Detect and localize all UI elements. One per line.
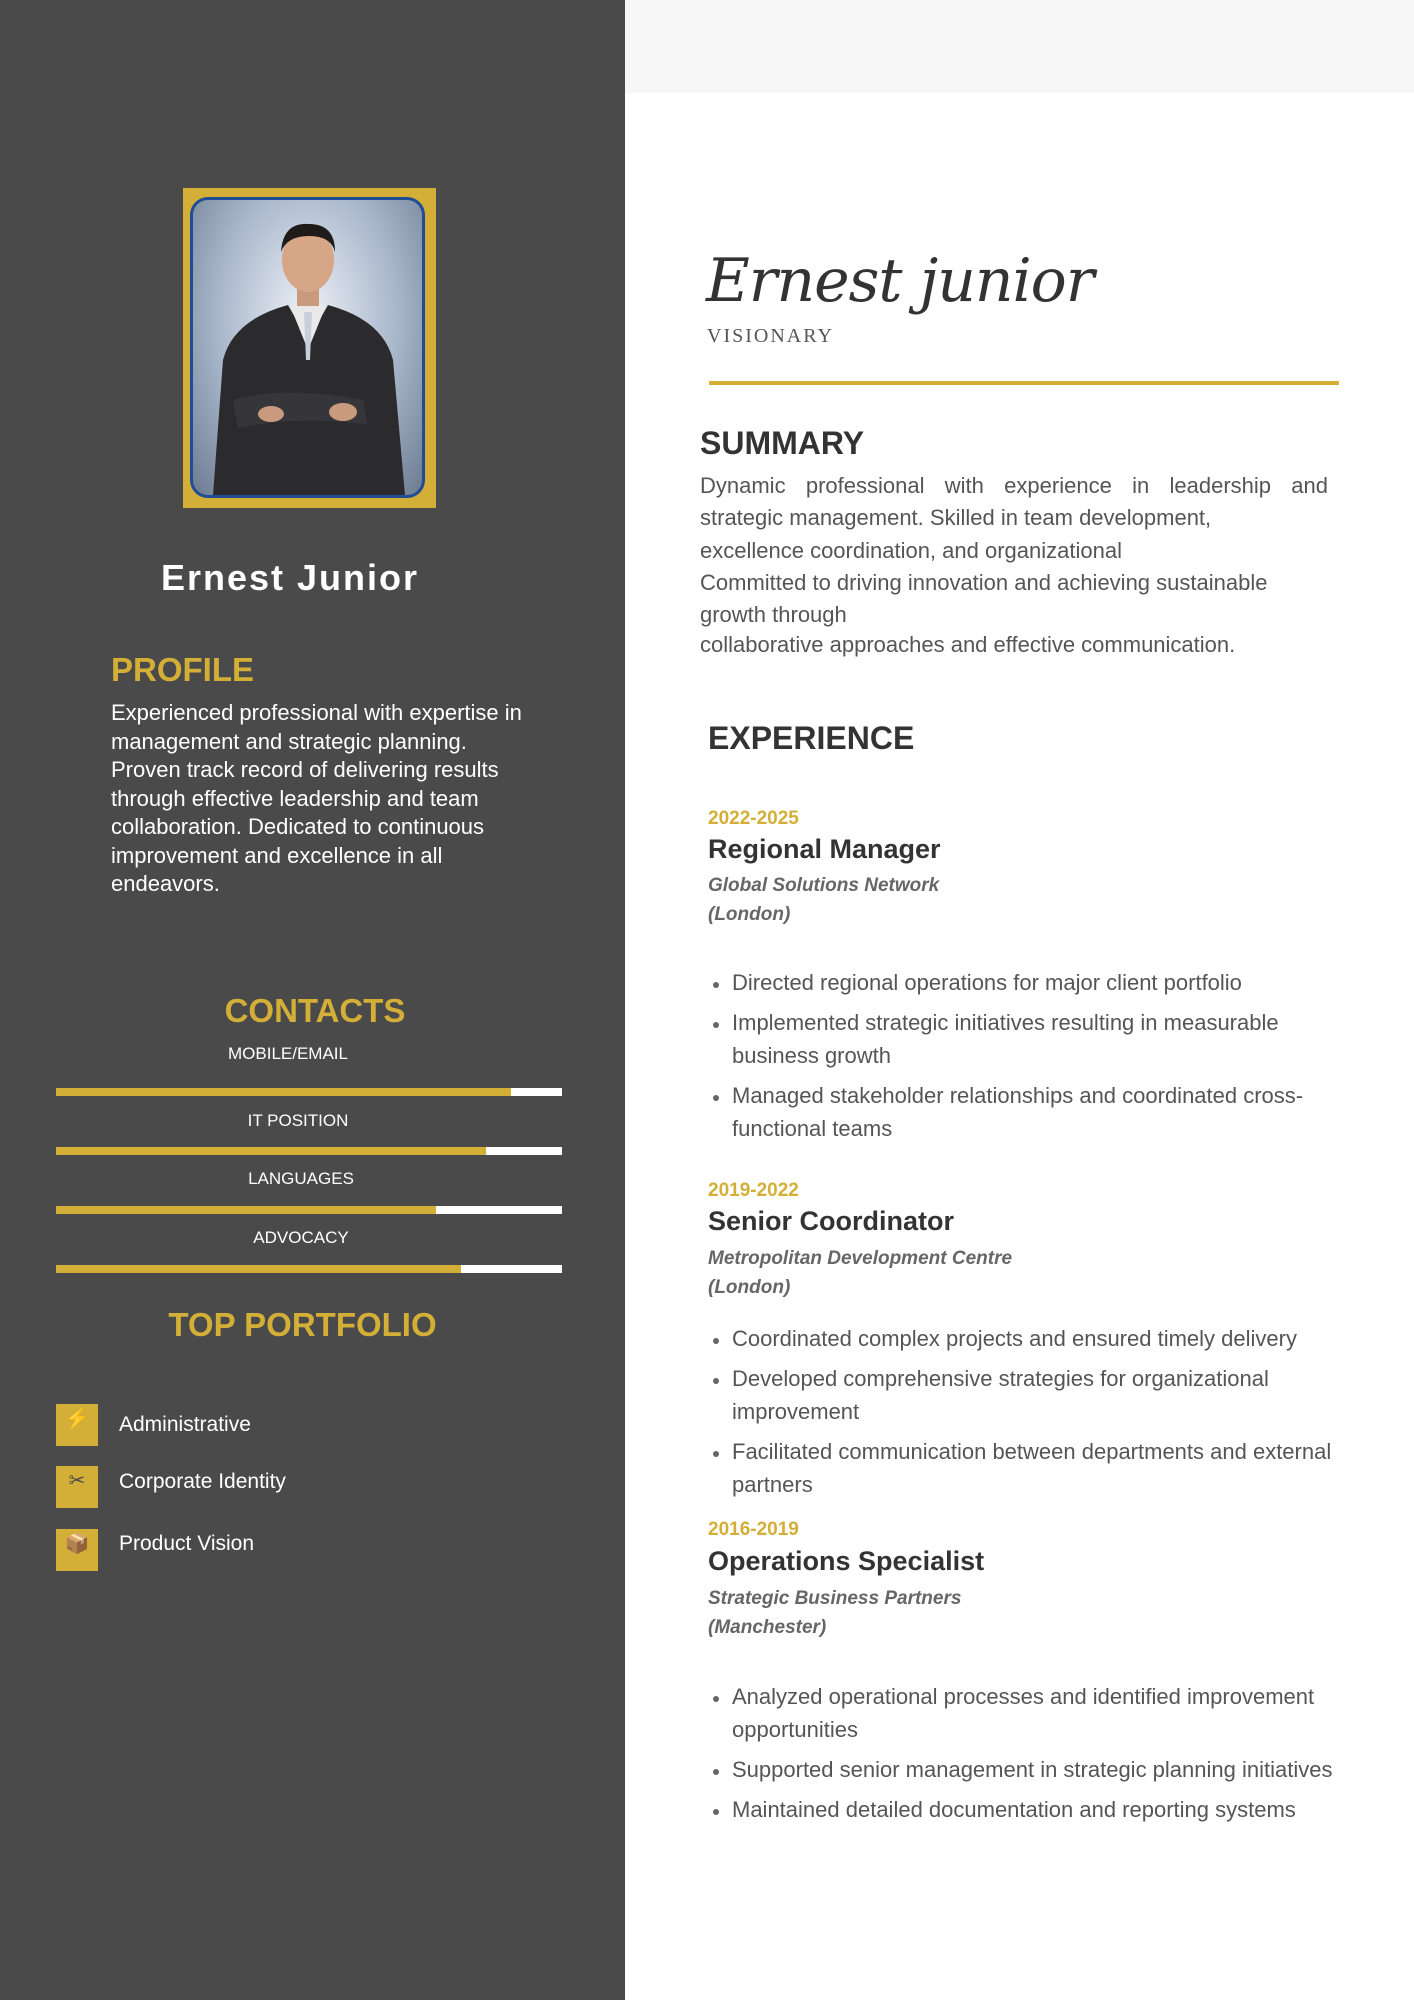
summary-line: Dynamic professional with experience in leadership and	[700, 473, 1328, 498]
job-bullets	[708, 966, 1358, 1152]
top-band	[625, 0, 1414, 93]
skill-bar-advocacy	[56, 1265, 562, 1273]
list-item: Facilitated communication between departments and external partners	[708, 1435, 1358, 1501]
summary-line: Committed to driving innovation and achieving sustainable	[700, 570, 1268, 595]
scissors-icon: ✂	[56, 1466, 98, 1508]
skill-label-advocacy: ADVOCACY	[253, 1228, 349, 1247]
skill-bar-it-position	[56, 1147, 562, 1155]
summary-line: collaborative approaches and effective communication.	[700, 632, 1236, 657]
skill-label-mobile-email: MOBILE/EMAIL	[228, 1044, 348, 1063]
job-company: Strategic Business Partners	[708, 1588, 962, 1609]
job-company: Global Solutions Network	[708, 875, 940, 896]
skill-bar-mobile-email	[56, 1088, 562, 1096]
page-title: Ernest junior	[706, 246, 1094, 316]
list-item: Directed regional operations for major client portfolio	[708, 966, 1358, 999]
list-item: Managed stakeholder relationships and coordinated cross-functional teams	[708, 1079, 1358, 1145]
job-location: (London)	[708, 1277, 791, 1298]
list-item: Analyzed operational processes and identified improvement opportunities	[708, 1680, 1358, 1746]
skill-bar-languages	[56, 1206, 562, 1214]
job-bullets	[708, 1680, 1358, 1833]
portfolio-heading: TOP PORTFOLIO	[168, 1306, 437, 1343]
job-title: Regional Manager	[708, 834, 941, 864]
contacts-heading: CONTACTS	[224, 992, 406, 1029]
skill-fill	[56, 1147, 486, 1155]
summary-line: growth through	[700, 602, 847, 627]
summary-heading: SUMMARY	[700, 425, 865, 461]
portfolio-item-administrative: Administrative	[119, 1413, 251, 1436]
job-location: (London)	[708, 904, 791, 925]
skill-label-it-position: IT POSITION	[247, 1111, 349, 1130]
list-item: Maintained detailed documentation and reporting systems	[708, 1793, 1358, 1826]
job-dates: 2022-2025	[708, 808, 799, 829]
portfolio-item-product-vision: Product Vision	[119, 1532, 255, 1555]
job-title: Operations Specialist	[708, 1546, 985, 1576]
job-company: Metropolitan Development Centre	[708, 1248, 1013, 1269]
portrait-image	[193, 200, 422, 495]
package-icon: 📦	[56, 1529, 98, 1571]
profile-photo	[190, 197, 425, 498]
job-bullets	[708, 1322, 1358, 1508]
job-role: VISIONARY	[707, 325, 834, 347]
summary-line: excellence coordination, and organizational	[700, 538, 1122, 563]
job-location: (Manchester)	[708, 1617, 827, 1638]
sidebar-name: Ernest Junior	[160, 557, 420, 598]
skill-fill	[56, 1265, 461, 1273]
profile-photo-frame	[183, 188, 436, 508]
divider	[709, 381, 1339, 385]
experience-heading: EXPERIENCE	[708, 720, 915, 756]
job-dates: 2016-2019	[708, 1519, 799, 1540]
list-item: Developed comprehensive strategies for organizational improvement	[708, 1362, 1358, 1428]
list-item: Implemented strategic initiatives resulting in measurable business growth	[708, 1006, 1358, 1072]
sidebar	[0, 0, 625, 2000]
skill-label-languages: LANGUAGES	[248, 1169, 354, 1188]
profile-text: Experienced professional with expertise in management and strategic planning. Proven track record of delivering results through effective leadership and team collaboration. Dedicated to continuous improvement and excellence in all endeavors.	[111, 700, 522, 896]
job-title: Senior Coordinator	[708, 1206, 955, 1236]
skill-fill	[56, 1206, 436, 1214]
profile-heading: PROFILE	[111, 651, 255, 688]
job-dates: 2019-2022	[708, 1180, 799, 1201]
list-item: Coordinated complex projects and ensured timely delivery	[708, 1322, 1358, 1355]
portfolio-item-corporate-identity: Corporate Identity	[119, 1470, 286, 1493]
summary-line: strategic management. Skilled in team development,	[700, 505, 1212, 530]
list-item: Supported senior management in strategic planning initiatives	[708, 1753, 1358, 1786]
skill-fill	[56, 1088, 511, 1096]
lightning-icon: ⚡	[56, 1404, 98, 1446]
